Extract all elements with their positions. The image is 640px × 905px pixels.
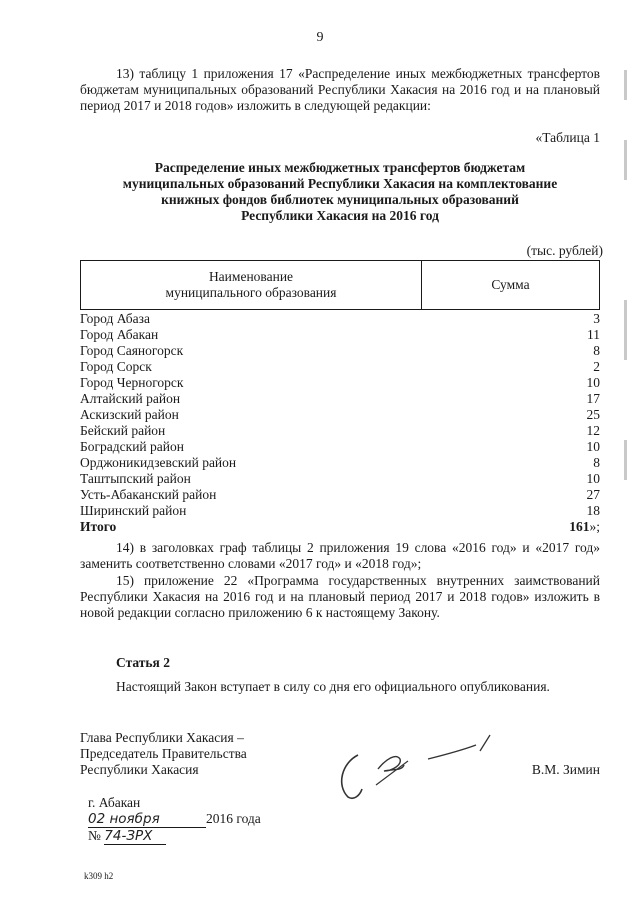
header-sum-cell: Сумма <box>491 277 530 292</box>
table-row <box>80 439 600 455</box>
row-value: 12 <box>586 423 600 438</box>
scan-margin-mark <box>624 440 627 480</box>
number-line <box>88 828 166 845</box>
row-value: 8 <box>593 455 600 470</box>
table-row <box>80 343 600 359</box>
table-row <box>80 455 600 471</box>
table-total-row <box>80 519 600 535</box>
table-row <box>80 503 600 519</box>
item-14-paragraph: 14) в заголовках граф таблицы 2 приложения 19 слова «2016 год» и «2017 год» заменить соответственно словами «2017 год» и «2018 год»; <box>80 540 600 571</box>
row-name: Ширинский район <box>80 503 187 518</box>
row-name: Таштыпский район <box>80 471 191 486</box>
row-name: Аскизский район <box>80 407 179 422</box>
table-title-line-4: Республики Хакасия на 2016 год <box>241 208 439 223</box>
table-row <box>80 423 600 439</box>
date-handwritten: 02 ноября <box>88 811 206 828</box>
row-name: Усть-Абаканский район <box>80 487 217 502</box>
table-title-line-1: Распределение иных межбюджетных трансфертов бюджетам <box>154 160 526 175</box>
row-value: 27 <box>586 487 600 502</box>
table-body <box>80 311 600 535</box>
row-name: Город Саяногорск <box>80 343 184 358</box>
page-number: 9 <box>316 30 324 45</box>
signatory-title <box>80 730 310 778</box>
row-name: Город Черногорск <box>80 375 184 390</box>
total-label: Итого <box>80 519 117 534</box>
units-label: (тыс. рублей) <box>526 243 603 258</box>
row-value: 25 <box>586 407 600 422</box>
table-title <box>80 160 600 224</box>
row-value: 8 <box>593 343 600 358</box>
article-text: Настоящий Закон вступает в силу со дня его официального опубликования. <box>116 679 550 694</box>
row-value: 11 <box>587 327 600 342</box>
row-name: Бейский район <box>80 423 166 438</box>
table-row <box>80 311 600 327</box>
table-row <box>80 487 600 503</box>
scan-margin-mark <box>624 300 627 360</box>
table-row <box>80 375 600 391</box>
handwritten-signature <box>330 725 500 805</box>
table-title-line-2: муниципальных образований Республики Хакасия на комплектование <box>122 176 558 191</box>
table-row <box>80 327 600 343</box>
row-value: 10 <box>586 471 600 486</box>
article-heading: Статья 2 <box>116 655 170 670</box>
table-row <box>80 359 600 375</box>
date-line <box>88 811 261 828</box>
signatory-title-line-1: Глава Республики Хакасия – <box>80 730 244 745</box>
header-name-line-1: Наименование <box>208 269 294 284</box>
row-value: 10 <box>586 375 600 390</box>
item-13-paragraph: 13) таблицу 1 приложения 17 «Распределение иных межбюджетных трансфертов бюджетам муниципальных образований Республики Хакасия на 2016 год и на плановый период 2017 и 2018 годов» изложить в следующей редакции: <box>80 66 600 113</box>
signatory-title-line-2: Председатель Правительства <box>80 746 247 761</box>
signatory-title-line-3: Республики Хакасия <box>80 762 199 777</box>
item-15-paragraph: 15) приложение 22 «Программа государственных внутренних заимствований Республики Хакасия на 2016 год и на плановый период 2017 и 2018 годов» изложить в новой редакции согласно приложению 6 к настоящему Закону. <box>80 573 600 620</box>
number-handwritten: 74-ЗРХ <box>104 828 166 845</box>
number-prefix: № <box>88 828 101 843</box>
footer-code: k309 h2 <box>84 871 114 881</box>
row-value: 17 <box>586 391 600 406</box>
row-name: Алтайский район <box>80 391 181 406</box>
row-value: 3 <box>593 311 600 326</box>
header-name-line-2: муниципального образования <box>165 285 337 300</box>
row-name: Город Абаза <box>80 311 150 326</box>
row-name: Боградский район <box>80 439 184 454</box>
scan-margin-mark <box>624 70 627 100</box>
row-name: Город Сорск <box>80 359 152 374</box>
table-label: «Таблица 1 <box>535 130 600 145</box>
signer-name: В.М. Зимин <box>531 762 600 777</box>
table-header <box>80 260 600 310</box>
date-suffix: 2016 года <box>206 811 261 826</box>
total-suffix: »; <box>589 519 600 534</box>
row-value: 10 <box>586 439 600 454</box>
city: г. Абакан <box>88 795 141 810</box>
table-row <box>80 407 600 423</box>
table-row <box>80 471 600 487</box>
table-title-line-3: книжных фондов библиотек муниципальных образований <box>161 192 519 207</box>
row-name: Город Абакан <box>80 327 159 342</box>
row-value: 18 <box>586 503 600 518</box>
table-row <box>80 391 600 407</box>
row-value: 2 <box>593 359 600 374</box>
header-name-cell <box>81 261 422 309</box>
scan-margin-mark <box>624 140 627 180</box>
total-value: 161 <box>569 519 590 534</box>
row-name: Орджоникидзевский район <box>80 455 237 470</box>
